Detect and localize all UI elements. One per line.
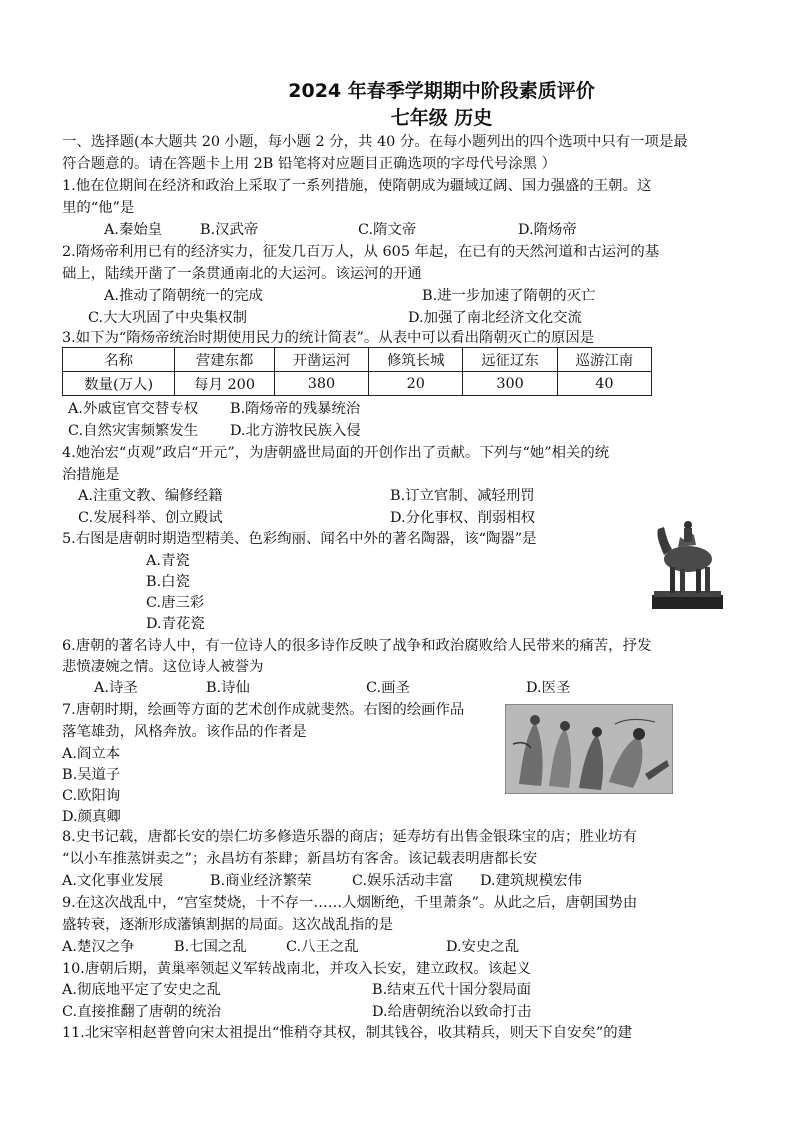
question-6-stem: 悲愤凄婉之情。这位诗人被誉为 — [62, 659, 264, 675]
option-a: A.外戚宦官交替专权 — [68, 401, 199, 417]
option-d: D.医圣 — [526, 680, 571, 696]
option-c: C.发展科举、创立殿试 — [78, 510, 223, 526]
option-a: A.推动了隋朝统一的完成 — [104, 288, 263, 304]
option-c: C.画圣 — [366, 680, 410, 696]
instructions-line: 一、选择题(本大题共 20 小题，每小题 2 分，共 40 分。在每小题列出的四个选项中只有一项是最 — [62, 134, 688, 150]
table-cell: 数量(万人) — [63, 372, 175, 396]
table-header-row — [63, 348, 652, 372]
table-cell: 40 — [557, 372, 651, 396]
table-cell: 每月 200 — [175, 372, 275, 396]
question-11-stem: 11.北宋宰相赵普曾向宋太祖提出“惟稍夺其权，制其钱谷，收其精兵，则天下自安矣”的建 — [62, 1025, 633, 1041]
tang-painting-image — [505, 704, 673, 794]
table-cell: 300 — [463, 372, 557, 396]
option-b: B.诗仙 — [206, 680, 250, 696]
table-cell: 远征辽东 — [463, 348, 557, 372]
option-d: D.分化事权、削弱相权 — [390, 510, 536, 526]
option-d: D.北方游牧民族入侵 — [230, 423, 361, 439]
question-5-stem: 5.右图是唐朝时期造型精美、色彩绚丽、闻名中外的著名陶器，该“陶器”是 — [62, 531, 537, 547]
option-d: D.加强了南北经济文化交流 — [408, 310, 582, 326]
option-c: C.大大巩固了中央集权制 — [88, 310, 247, 326]
option-a: A.阎立本 — [62, 746, 121, 762]
question-1-stem: 里的“他”是 — [62, 200, 135, 216]
labor-statistics-table — [62, 347, 652, 396]
option-c: C.自然灾害频繁发生 — [68, 423, 199, 439]
option-b: B.汉武帝 — [200, 222, 259, 238]
option-a: A.楚汉之争 — [62, 939, 135, 955]
table-cell: 名称 — [63, 348, 175, 372]
option-b: B.隋炀帝的残暴统治 — [230, 401, 361, 417]
exam-subtitle: 七年级 历史 — [390, 107, 493, 129]
table-cell: 开凿运河 — [274, 348, 368, 372]
option-b: B.七国之乱 — [174, 939, 247, 955]
question-7-stem: 落笔雄劲，风格奔放。该作品的作者是 — [62, 724, 307, 740]
question-9-stem: 盛转衰，逐渐形成藩镇割据的局面。这次战乱指的是 — [62, 917, 393, 933]
question-9-stem: 9.在这次战乱中，“宫室焚烧，十不存一……人烟断绝，千里萧条”。从此之后，唐朝国势由 — [62, 895, 638, 911]
question-8-stem: “以小车推蒸饼卖之”；永昌坊有茶肆；新昌坊有客舍。该记载表明唐都长安 — [62, 851, 538, 867]
tang-sancai-camel-image — [650, 515, 725, 611]
option-d: D.隋炀帝 — [518, 222, 577, 238]
option-c: C.唐三彩 — [146, 595, 205, 611]
question-2-stem: 础上，陆续开凿了一条贯通南北的大运河。该运河的开通 — [62, 266, 422, 282]
question-2-stem: 2.隋炀帝利用已有的经济实力，征发几百万人，从 605 年起，在已有的天然河道和古运河的基 — [62, 244, 660, 260]
option-a: A.诗圣 — [94, 680, 138, 696]
option-b: B.吴道子 — [62, 767, 121, 783]
option-a: A.文化事业发展 — [62, 873, 164, 889]
exam-title: 2024 年春季学期期中阶段素质评价 — [288, 80, 595, 102]
question-7-stem: 7.唐朝时期，绘画等方面的艺术创作成就斐然。右图的绘画作品 — [62, 702, 465, 718]
option-d: D.给唐朝统治以致命打击 — [372, 1004, 532, 1020]
question-6-stem: 6.唐朝的著名诗人中，有一位诗人的很多诗作反映了战争和政治腐败给人民带来的痛苦，抒发 — [62, 638, 652, 654]
option-d: D.颜真卿 — [62, 809, 121, 825]
option-a: A.注重文教、编修经籍 — [78, 488, 223, 504]
question-4-stem: 4.她治宏“贞观”政启“开元”，为唐朝盛世局面的开创作出了贡献。下列与“她”相关的统 — [62, 445, 610, 461]
option-c: C.娱乐活动丰富 — [352, 873, 454, 889]
question-1-stem: 1.他在位期间在经济和政治上采取了一系列措施，使隋朝成为疆域辽阔、国力强盛的王朝。这 — [62, 178, 652, 194]
instructions-line: 符合题意的。请在答题卡上用 2B 铅笔将对应题目正确选项的字母代号涂黑 ） — [62, 156, 556, 172]
question-3-stem: 3.如下为“隋炀帝统治时期使用民力的统计简表”。从表中可以看出隋朝灭亡的原因是 — [62, 330, 595, 346]
table-cell: 380 — [274, 372, 368, 396]
option-d: D.建筑规模宏伟 — [480, 873, 582, 889]
option-b: B.进一步加速了隋朝的灭亡 — [422, 288, 596, 304]
table-cell: 营建东都 — [175, 348, 275, 372]
table-cell: 修筑长城 — [369, 348, 463, 372]
option-c: C.隋文帝 — [358, 222, 417, 238]
option-c: C.欧阳询 — [62, 788, 121, 804]
question-4-stem: 治措施是 — [62, 467, 120, 483]
option-a: A.青瓷 — [146, 553, 190, 569]
option-c: C.八王之乱 — [286, 939, 359, 955]
table-row — [63, 372, 652, 396]
option-b: B.白瓷 — [146, 574, 190, 590]
option-b: B.结束五代十国分裂局面 — [372, 982, 532, 998]
option-c: C.直接推翻了唐朝的统治 — [62, 1004, 221, 1020]
option-a: A.彻底地平定了安史之乱 — [62, 982, 221, 998]
option-b: B.商业经济繁荣 — [210, 873, 312, 889]
question-8-stem: 8.史书记载，唐都长安的崇仁坊多修造乐器的商店；延寿坊有出售金银珠宝的店；胜业坊有 — [62, 829, 637, 845]
option-b: B.订立官制、减轻刑罚 — [390, 488, 535, 504]
option-d: D.青花瓷 — [146, 616, 205, 632]
table-cell: 巡游江南 — [557, 348, 651, 372]
table-cell: 20 — [369, 372, 463, 396]
question-10-stem: 10.唐朝后期，黄巢率领起义军转战南北，并攻入长安，建立政权。该起义 — [62, 961, 531, 977]
option-a: A.秦始皇 — [104, 222, 163, 238]
option-d: D.安史之乱 — [446, 939, 520, 955]
